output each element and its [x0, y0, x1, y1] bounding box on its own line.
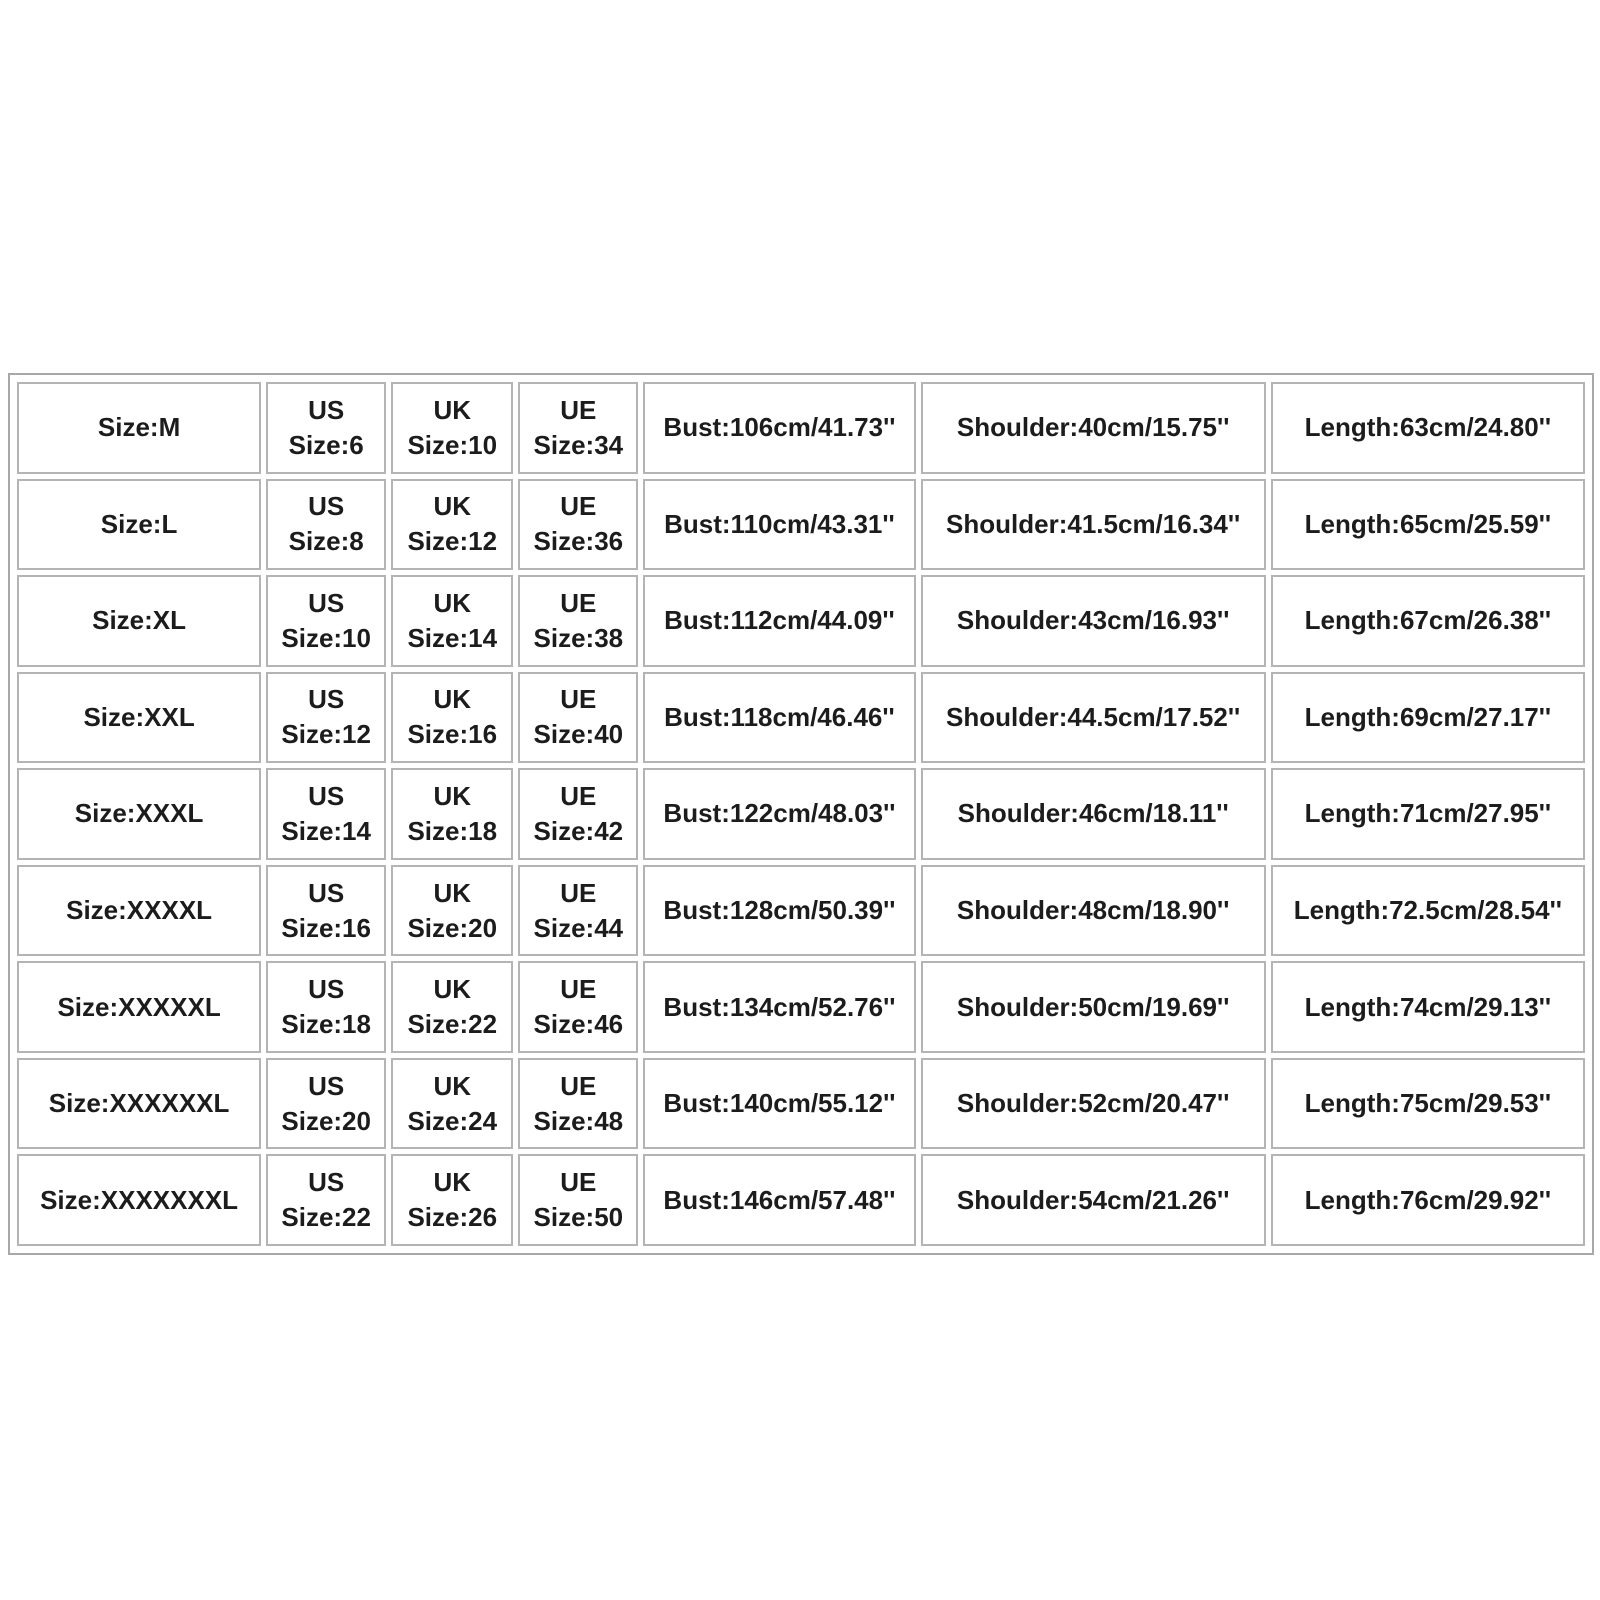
uk-size-cell: [391, 382, 513, 474]
us-label: US: [308, 684, 345, 715]
ue-size-cell: [518, 672, 638, 764]
size-cell: Size:L: [17, 479, 261, 571]
us-size-cell: [266, 1058, 386, 1150]
us-label: US: [308, 780, 345, 811]
uk-size-value: Size:26: [407, 1202, 498, 1233]
bust-cell: Bust:112cm/44.09'': [643, 575, 915, 667]
length-cell: Length:76cm/29.92'': [1271, 1154, 1585, 1246]
us-size-value: Size:12: [281, 719, 371, 750]
ue-label: UE: [560, 587, 597, 618]
us-size-cell: [266, 382, 386, 474]
shoulder-cell: Shoulder:43cm/16.93'': [921, 575, 1266, 667]
us-size-value: Size:16: [281, 912, 371, 943]
uk-label: UK: [433, 1070, 472, 1101]
uk-size-value: Size:10: [407, 429, 498, 460]
size-chart-table: [8, 373, 1594, 1255]
uk-size-value: Size:14: [407, 622, 498, 653]
us-size-value: Size:18: [281, 1009, 371, 1040]
uk-label: UK: [433, 491, 472, 522]
ue-size-value: Size:50: [533, 1202, 624, 1233]
ue-size-value: Size:48: [533, 1105, 624, 1136]
size-cell: Size:M: [17, 382, 261, 474]
us-size-value: Size:22: [281, 1202, 371, 1233]
us-size-cell: [266, 575, 386, 667]
ue-size-cell: [518, 575, 638, 667]
uk-size-value: Size:22: [407, 1009, 498, 1040]
shoulder-cell: Shoulder:46cm/18.11'': [921, 768, 1266, 860]
us-size-value: Size:6: [288, 429, 364, 460]
shoulder-cell: Shoulder:44.5cm/17.52'': [921, 672, 1266, 764]
ue-label: UE: [560, 780, 597, 811]
uk-size-cell: [391, 865, 513, 957]
us-size-value: Size:10: [281, 622, 371, 653]
us-size-cell: [266, 1154, 386, 1246]
bust-cell: Bust:134cm/52.76'': [643, 961, 915, 1053]
shoulder-cell: Shoulder:54cm/21.26'': [921, 1154, 1266, 1246]
us-size-cell: [266, 961, 386, 1053]
ue-label: UE: [560, 684, 597, 715]
ue-size-cell: [518, 865, 638, 957]
shoulder-cell: Shoulder:41.5cm/16.34'': [921, 479, 1266, 571]
size-cell: Size:XXL: [17, 672, 261, 764]
size-cell: Size:XXXXXXL: [17, 1058, 261, 1150]
us-label: US: [308, 587, 345, 618]
uk-label: UK: [433, 684, 472, 715]
ue-size-value: Size:44: [533, 912, 624, 943]
ue-label: UE: [560, 877, 597, 908]
bust-cell: Bust:146cm/57.48'': [643, 1154, 915, 1246]
ue-label: UE: [560, 1167, 597, 1198]
uk-size-cell: [391, 961, 513, 1053]
us-label: US: [308, 491, 345, 522]
uk-size-value: Size:20: [407, 912, 498, 943]
ue-size-value: Size:38: [533, 622, 624, 653]
table-row: [17, 1058, 1585, 1150]
us-size-cell: [266, 672, 386, 764]
table-row: [17, 479, 1585, 571]
table-row: [17, 382, 1585, 474]
size-chart-grid: [12, 377, 1590, 1251]
uk-size-value: Size:16: [407, 719, 498, 750]
uk-label: UK: [433, 587, 472, 618]
length-cell: Length:72.5cm/28.54'': [1271, 865, 1585, 957]
uk-size-cell: [391, 768, 513, 860]
ue-size-value: Size:40: [533, 719, 624, 750]
length-cell: Length:65cm/25.59'': [1271, 479, 1585, 571]
uk-size-cell: [391, 479, 513, 571]
table-row: [17, 768, 1585, 860]
size-cell: Size:XL: [17, 575, 261, 667]
table-row: [17, 575, 1585, 667]
us-label: US: [308, 1070, 345, 1101]
us-size-value: Size:20: [281, 1105, 371, 1136]
length-cell: Length:63cm/24.80'': [1271, 382, 1585, 474]
ue-size-cell: [518, 1154, 638, 1246]
ue-size-value: Size:42: [533, 815, 624, 846]
table-row: [17, 672, 1585, 764]
bust-cell: Bust:128cm/50.39'': [643, 865, 915, 957]
ue-size-cell: [518, 768, 638, 860]
bust-cell: Bust:106cm/41.73'': [643, 382, 915, 474]
bust-cell: Bust:122cm/48.03'': [643, 768, 915, 860]
uk-label: UK: [433, 780, 472, 811]
shoulder-cell: Shoulder:50cm/19.69'': [921, 961, 1266, 1053]
us-size-cell: [266, 768, 386, 860]
shoulder-cell: Shoulder:52cm/20.47'': [921, 1058, 1266, 1150]
length-cell: Length:74cm/29.13'': [1271, 961, 1585, 1053]
shoulder-cell: Shoulder:48cm/18.90'': [921, 865, 1266, 957]
us-label: US: [308, 877, 345, 908]
length-cell: Length:69cm/27.17'': [1271, 672, 1585, 764]
table-row: [17, 961, 1585, 1053]
ue-size-value: Size:46: [533, 1009, 624, 1040]
bust-cell: Bust:118cm/46.46'': [643, 672, 915, 764]
us-size-value: Size:8: [288, 526, 364, 557]
uk-label: UK: [433, 877, 472, 908]
uk-size-cell: [391, 1058, 513, 1150]
uk-size-value: Size:12: [407, 526, 498, 557]
ue-size-cell: [518, 961, 638, 1053]
bust-cell: Bust:140cm/55.12'': [643, 1058, 915, 1150]
ue-label: UE: [560, 491, 597, 522]
us-size-cell: [266, 865, 386, 957]
uk-label: UK: [433, 394, 472, 425]
uk-size-value: Size:18: [407, 815, 498, 846]
ue-size-cell: [518, 382, 638, 474]
size-cell: Size:XXXL: [17, 768, 261, 860]
uk-size-cell: [391, 672, 513, 764]
table-row: [17, 865, 1585, 957]
shoulder-cell: Shoulder:40cm/15.75'': [921, 382, 1266, 474]
uk-size-value: Size:24: [407, 1105, 498, 1136]
ue-label: UE: [560, 974, 597, 1005]
uk-size-cell: [391, 1154, 513, 1246]
ue-label: UE: [560, 1070, 597, 1101]
us-size-value: Size:14: [281, 815, 371, 846]
size-cell: Size:XXXXL: [17, 865, 261, 957]
ue-size-value: Size:36: [533, 526, 624, 557]
uk-label: UK: [433, 1167, 472, 1198]
us-label: US: [308, 394, 345, 425]
length-cell: Length:67cm/26.38'': [1271, 575, 1585, 667]
us-size-cell: [266, 479, 386, 571]
size-cell: Size:XXXXXXXL: [17, 1154, 261, 1246]
uk-size-cell: [391, 575, 513, 667]
ue-size-cell: [518, 1058, 638, 1150]
size-cell: Size:XXXXXL: [17, 961, 261, 1053]
table-row: [17, 1154, 1585, 1246]
uk-label: UK: [433, 974, 472, 1005]
ue-size-value: Size:34: [533, 429, 624, 460]
us-label: US: [308, 974, 345, 1005]
ue-size-cell: [518, 479, 638, 571]
length-cell: Length:75cm/29.53'': [1271, 1058, 1585, 1150]
bust-cell: Bust:110cm/43.31'': [643, 479, 915, 571]
ue-label: UE: [560, 394, 597, 425]
length-cell: Length:71cm/27.95'': [1271, 768, 1585, 860]
us-label: US: [308, 1167, 345, 1198]
